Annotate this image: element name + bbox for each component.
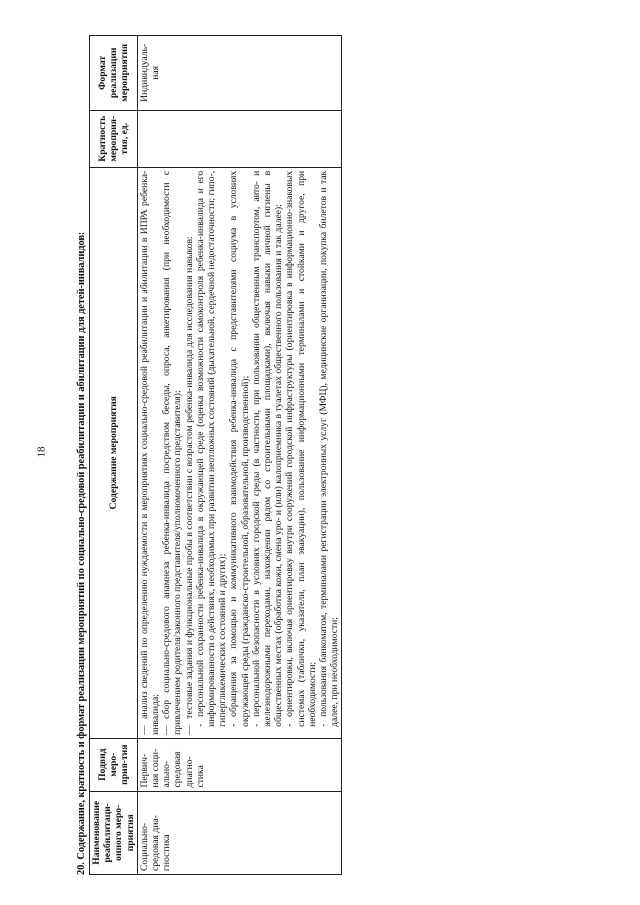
section-title: 20. Содержание, кратность и формат реализации мероприятий по социально-средовой реабилитации и абилитации для детей-инвалидов: [76, 231, 87, 875]
cell-subtype: Первич-ная соци-ально-средовая диагно-стика [137, 738, 342, 791]
content-item: —сбор социально-средового анамнеза ребенка-инвалида посредством беседы, опроса, анкетирования (при необходимости с привлечением родителя/законного представителя/уполномоченного представителя); [161, 170, 184, 735]
header-frequency: Кратность мероприя-тия, ед. [90, 110, 138, 167]
cell-name: Социально-средовая диа-гностика [137, 791, 342, 874]
content-subitem: -обращения за помощью и коммуникативного взаимодействия ребенка-инвалида с представителями социума в условиях окружающей среды (гражданско-строительной, образовательной, производственной); [228, 170, 251, 727]
page-number: 18 [35, 446, 48, 458]
rotated-page-content [75, 35, 565, 875]
content-item-text: тестовые задания и функциональные пробы в соответствии с возрастом ребенка-инвалида для исследования навыков: [183, 236, 195, 719]
header-format: Формат реализации мероприятия [90, 36, 138, 111]
table-header-row [90, 36, 138, 875]
content-subitem-text: пользования банкоматом, терминалами регистрации электронных услуг (МФЦ), медицинские организации, покупка билетов и так далее, при необходимости; [318, 170, 341, 727]
header-subtype: Подвид меро-прия-тия [90, 738, 138, 791]
content-item-text: анализ сведений по определению нуждаемости в мероприятиях социально-средовой реабилитации и абилитации в ИПРА ребенка-инвалида; [138, 170, 162, 735]
content-subitem-text: персональной сохранности ребенка-инвалида в окружающей среде (оценка возможности самоконтроля ребенка-инвалида и его информированности о действиях, необходимых при развитии неотложных состояний (дыхательной, сердечной недостаточности; гипо-, гипергликемических состояний и других); [194, 170, 229, 727]
header-name: Наименование реабилитаци-онного меро-приятия [90, 791, 138, 874]
content-subitem: -персональной сохранности ребенка-инвалида в окружающей среде (оценка возможности самоконтроля ребенка-инвалида и его информированности о действиях, необходимых при развитии неотложных состояний (дыхательной, сердечной недостаточности; гипо-, гипергликемических состояний и других); [194, 170, 229, 727]
table-row [137, 36, 342, 875]
header-content: Содержание мероприятия [90, 167, 138, 738]
content-item: —анализ сведений по определению нуждаемости в мероприятиях социально-средовой реабилитации и абилитации в ИПРА ребенка-инвалида; [138, 170, 162, 735]
content-subitem-text: обращения за помощью и коммуникативного взаимодействия ребенка-инвалида с представителями социума в условиях окружающей среды (гражданско-строительной, образовательной, производственной); [228, 170, 251, 727]
activities-table [89, 35, 342, 875]
content-subitem-text: персональной безопасности в условиях городской среды (в частности, при пользовании общественным транспортом, авто- и железнодорожными переходами, нахождении рядом со строительными площадками), включая навыки личной гигиены в общественных местах (обработка кожи, смена уро- и (или) калоприемника в туалетах общественного пользования и так далее); [250, 170, 285, 727]
cell-format: Индивидуаль-ная [137, 36, 342, 111]
cell-frequency [137, 110, 342, 167]
cell-content [137, 167, 342, 738]
content-subitem: -пользования банкоматом, терминалами регистрации электронных услуг (МФЦ), медицинские организации, покупка билетов и так далее, при необходимости; [318, 170, 341, 727]
content-subitem: -ориентировки, включая ориентировку внутри сооружений городской инфраструктуры (ориентировка в информационно-знаковых системах (таблички, указатели, план эвакуации), пользование информационными терминалами и стойками и другое, при необходимости; [284, 170, 318, 727]
content-item: —тестовые задания и функциональные пробы в соответствии с возрастом ребенка-инвалида для исследования навыков: [183, 236, 195, 735]
content-subitem-text: ориентировки, включая ориентировку внутри сооружений городской инфраструктуры (ориентировка в информационно-знаковых системах (таблички, указатели, план эвакуации), пользование информационными терминалами и стойками и другое, при необходимости; [284, 170, 318, 727]
content-item-text: сбор социально-средового анамнеза ребенка-инвалида посредством беседы, опроса, анкетирования (при необходимости с привлечением родителя/законного представителя/уполномоченного представителя); [161, 170, 184, 735]
content-subitem: -персональной безопасности в условиях городской среды (в частности, при пользовании общественным транспортом, авто- и железнодорожными переходами, нахождении рядом со строительными площадками), включая навыки личной гигиены в общественных местах (обработка кожи, смена уро- и (или) калоприемника в туалетах общественного пользования и так далее); [250, 170, 285, 727]
